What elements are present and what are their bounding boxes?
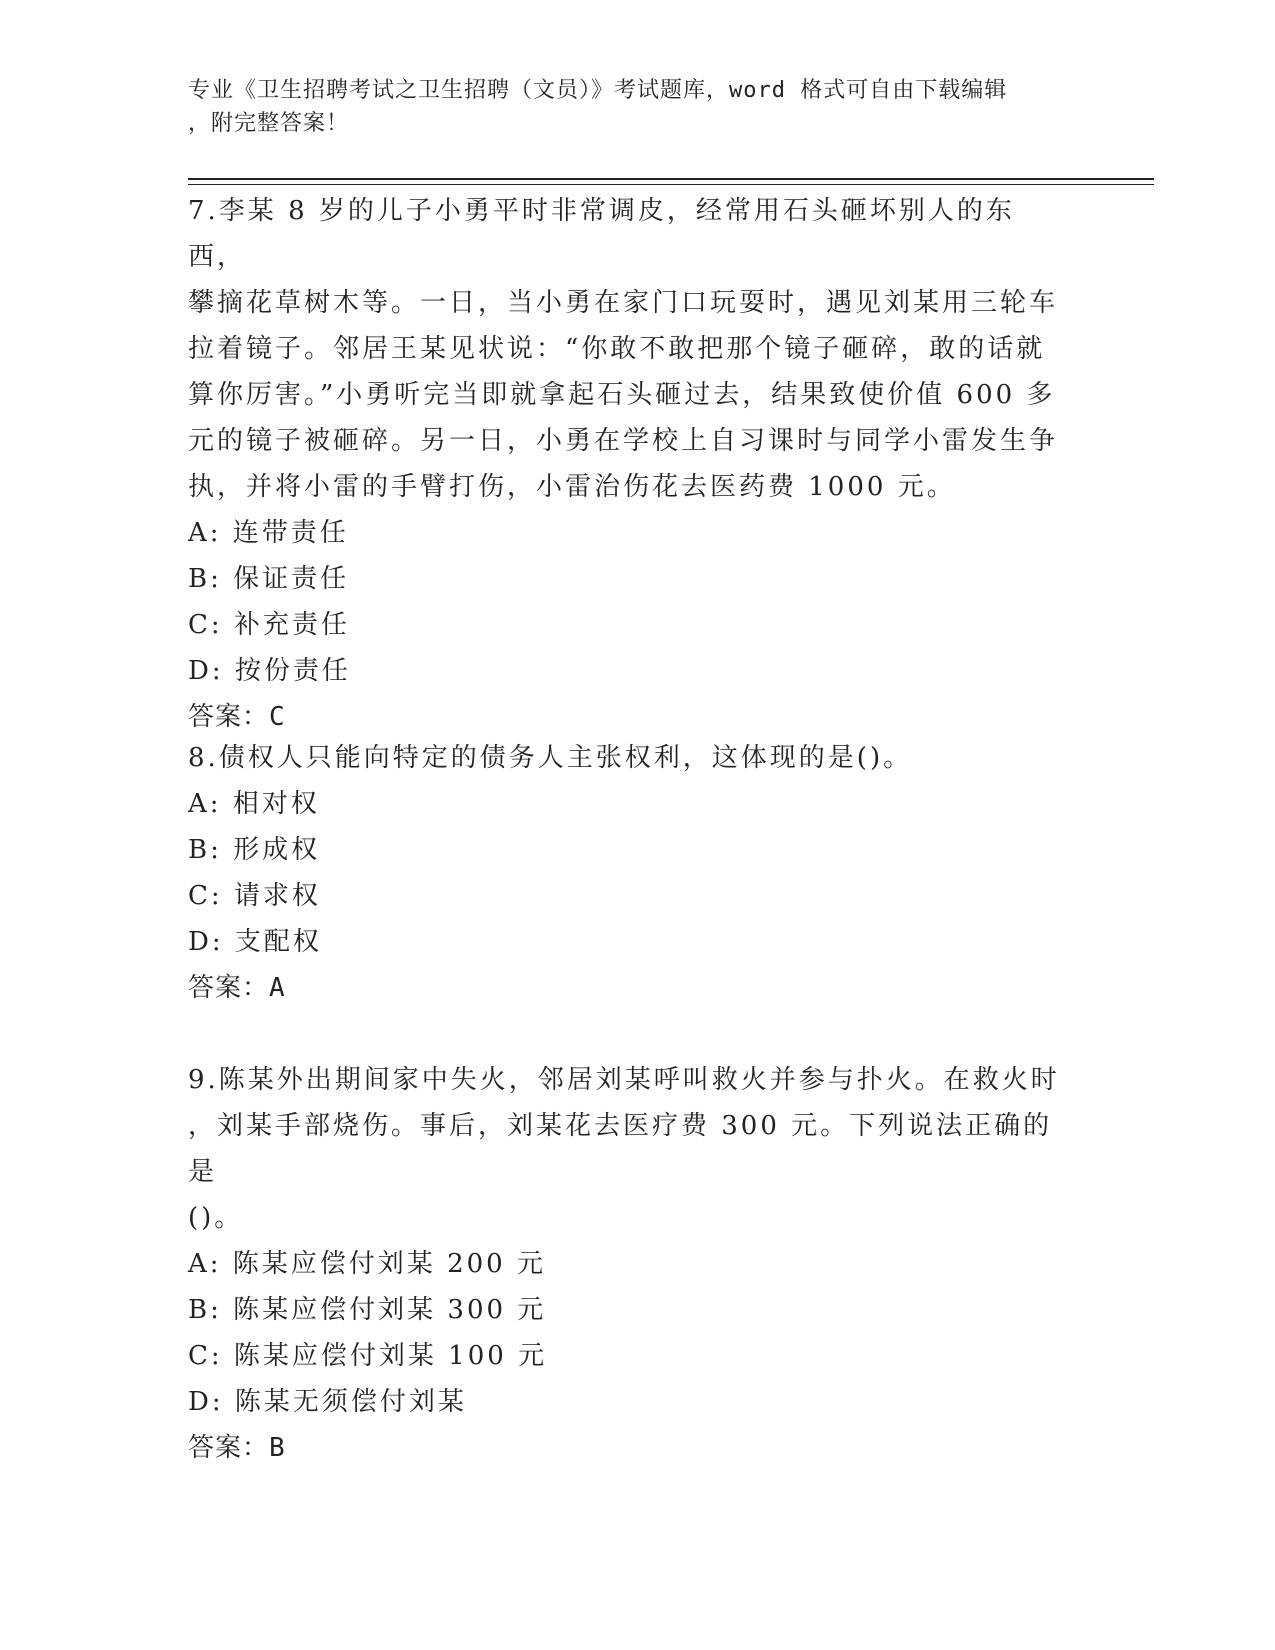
- stem-line: ()。: [188, 1203, 244, 1233]
- answer-line: 答案：B: [188, 1433, 286, 1463]
- question-7: [188, 188, 1068, 740]
- answer-line: 答案：C: [188, 702, 286, 732]
- option-c: C: 请求权: [188, 881, 321, 911]
- question-stem: [188, 735, 1068, 781]
- question-stem: [188, 1057, 1068, 1241]
- stem-line: ，刘某手部烧伤。事后，刘某花去医疗费 300 元。下列说法正确的是: [188, 1111, 1053, 1187]
- document-header: [188, 74, 1088, 140]
- question-9: [188, 1057, 1068, 1471]
- stem-line: 9.陈某外出期间家中失火，邻居刘某呼叫救火并参与扑火。在救火时: [188, 1065, 1060, 1095]
- option-b: B: 陈某应偿付刘某 300 元: [188, 1295, 547, 1325]
- option-b: B: 形成权: [188, 835, 321, 865]
- stem-line: 拉着镜子。邻居王某见状说：“你敢不敢把那个镜子砸碎，敢的话就: [188, 334, 1046, 364]
- stem-line: 7.李某 8 岁的儿子小勇平时非常调皮，经常用石头砸坏别人的东西，: [188, 196, 1015, 272]
- header-divider-thin: [188, 184, 1154, 185]
- header-line-2: ，附完整答案！: [188, 111, 350, 136]
- stem-line: 攀摘花草树木等。一日，当小勇在家门口玩耍时，遇见刘某用三轮车: [188, 288, 1059, 318]
- option-a: A: 相对权: [188, 789, 320, 819]
- stem-line: 执，并将小雷的手臂打伤，小雷治伤花去医药费 1000 元。: [188, 472, 956, 502]
- header-divider-thick: [188, 178, 1154, 180]
- option-a: A: 陈某应偿付刘某 200 元: [188, 1249, 546, 1279]
- option-c: C: 陈某应偿付刘某 100 元: [188, 1341, 548, 1371]
- option-d: D: 支配权: [188, 927, 322, 957]
- option-d: D: 陈某无须偿付刘某: [188, 1387, 467, 1417]
- option-c: C: 补充责任: [188, 610, 350, 640]
- question-8: [188, 735, 1068, 1011]
- header-line-1: 专业《卫生招聘考试之卫生招聘（文员）》考试题库，word 格式可自由下载编辑: [188, 78, 1008, 103]
- stem-line: 元的镜子被砸碎。另一日，小勇在学校上自习课时与同学小雷发生争: [188, 426, 1059, 456]
- question-stem: [188, 188, 1068, 510]
- answer-line: 答案：A: [188, 973, 286, 1003]
- stem-line: 8.债权人只能向特定的债务人主张权利，这体现的是()。: [188, 743, 913, 773]
- stem-line: 算你厉害。”小勇听完当即就拿起石头砸过去，结果致使价值 600 多: [188, 380, 1056, 410]
- option-d: D: 按份责任: [188, 656, 351, 686]
- option-b: B: 保证责任: [188, 564, 350, 594]
- option-a: A: 连带责任: [188, 518, 349, 548]
